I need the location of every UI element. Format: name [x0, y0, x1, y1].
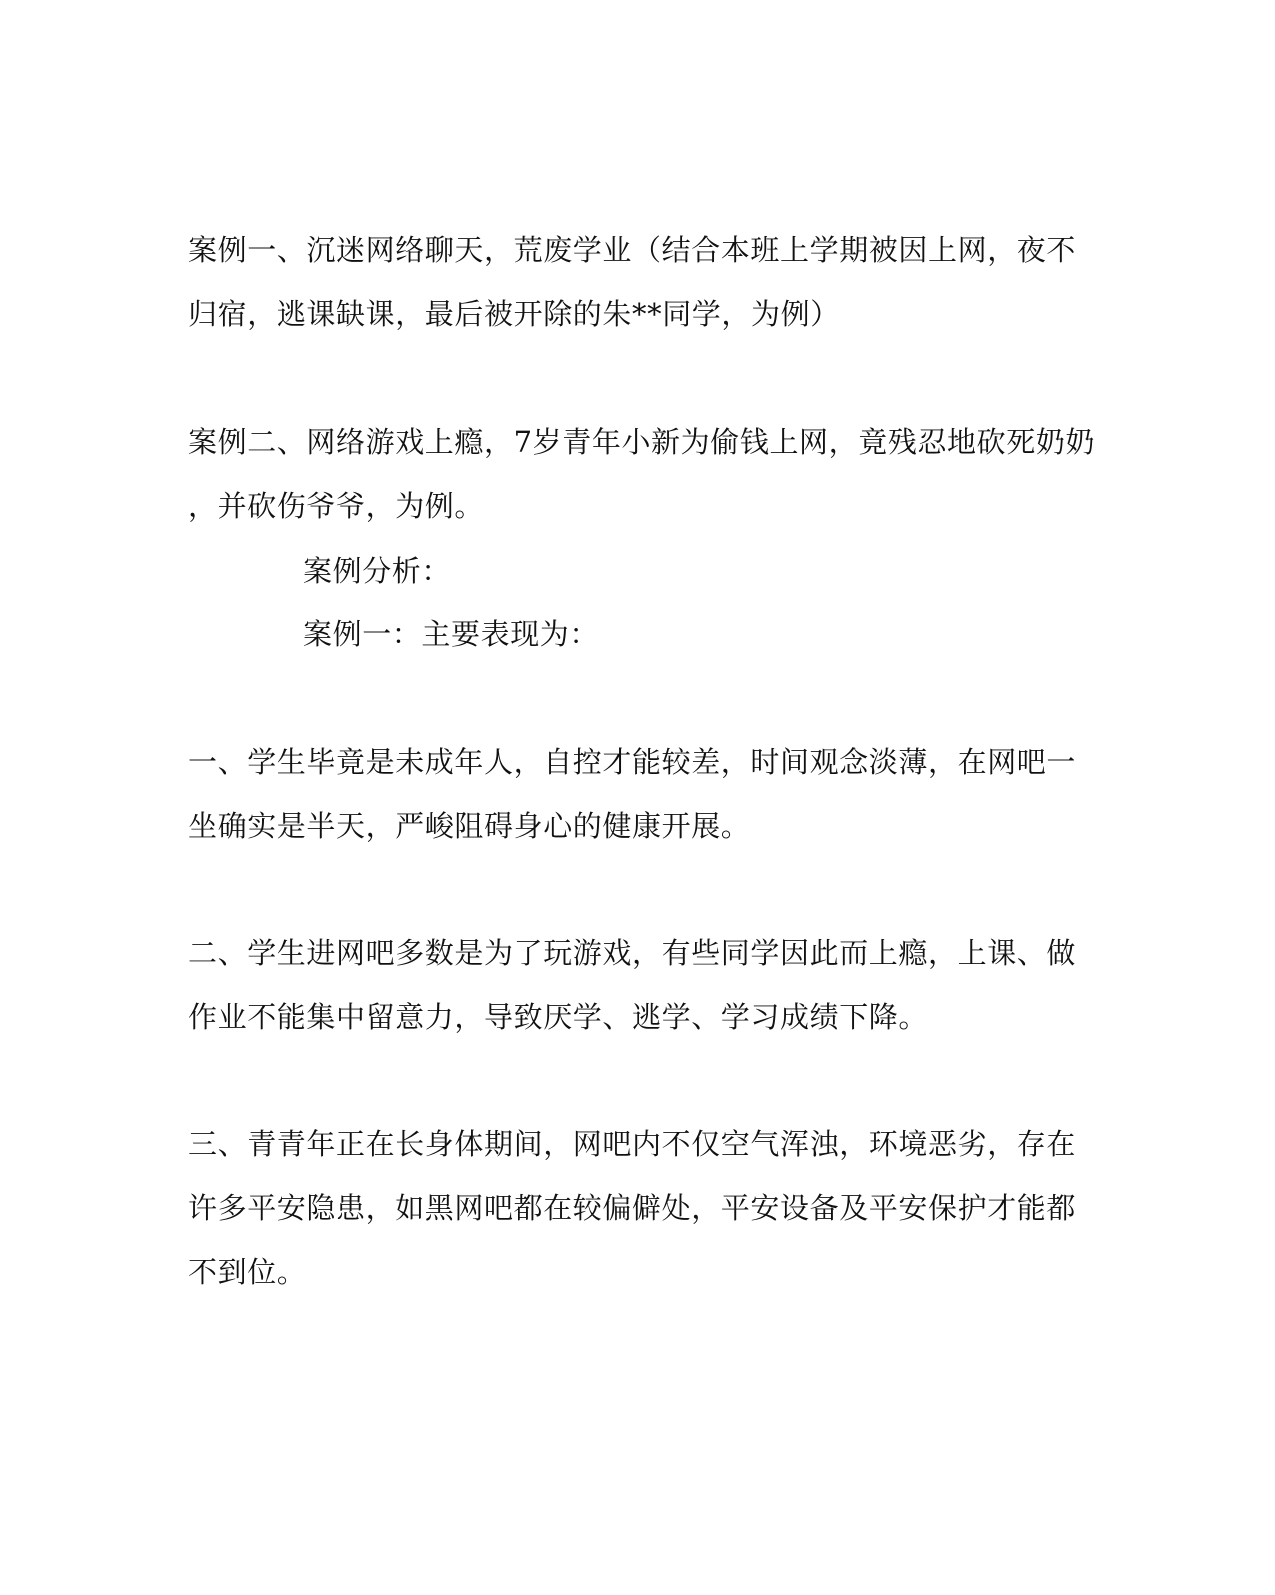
point-one-line-2: 坐确实是半天，严峻阻碍身心的健康开展。: [188, 809, 751, 843]
point-three-line-3: 不到位。: [188, 1255, 307, 1289]
case-one-line-1: 案例一、沉迷网络聊天，荒废学业（结合本班上学期被因上网，夜不: [188, 233, 1077, 267]
case-analysis-heading: 案例分析：: [303, 554, 452, 588]
case-one-line-2: 归宿，逃课缺课，最后被开除的朱**同学，为例）: [188, 297, 840, 331]
point-three-line-2: 许多平安隐患，如黑网吧都在较偏僻处，平安设备及平安保护才能都: [188, 1191, 1077, 1225]
point-three-line-1: 三、青青年正在长身体期间，网吧内不仅空气浑浊，环境恶劣，存在: [188, 1127, 1077, 1161]
case-two-line-2: ，并砍伤爷爷，为例。: [188, 489, 485, 523]
point-two-line-1: 二、学生进网吧多数是为了玩游戏，有些同学因此而上瘾，上课、做: [188, 936, 1077, 970]
case-one-analysis-heading: 案例一：主要表现为：: [303, 617, 600, 651]
case-two-line-1: 案例二、网络游戏上瘾，7岁青年小新为偷钱上网，竟残忍地砍死奶奶: [188, 425, 1096, 459]
point-two-line-2: 作业不能集中留意力，导致厌学、逃学、学习成绩下降。: [188, 1000, 929, 1034]
point-one-line-1: 一、学生毕竟是未成年人，自控才能较差，时间观念淡薄，在网吧一: [188, 745, 1077, 779]
